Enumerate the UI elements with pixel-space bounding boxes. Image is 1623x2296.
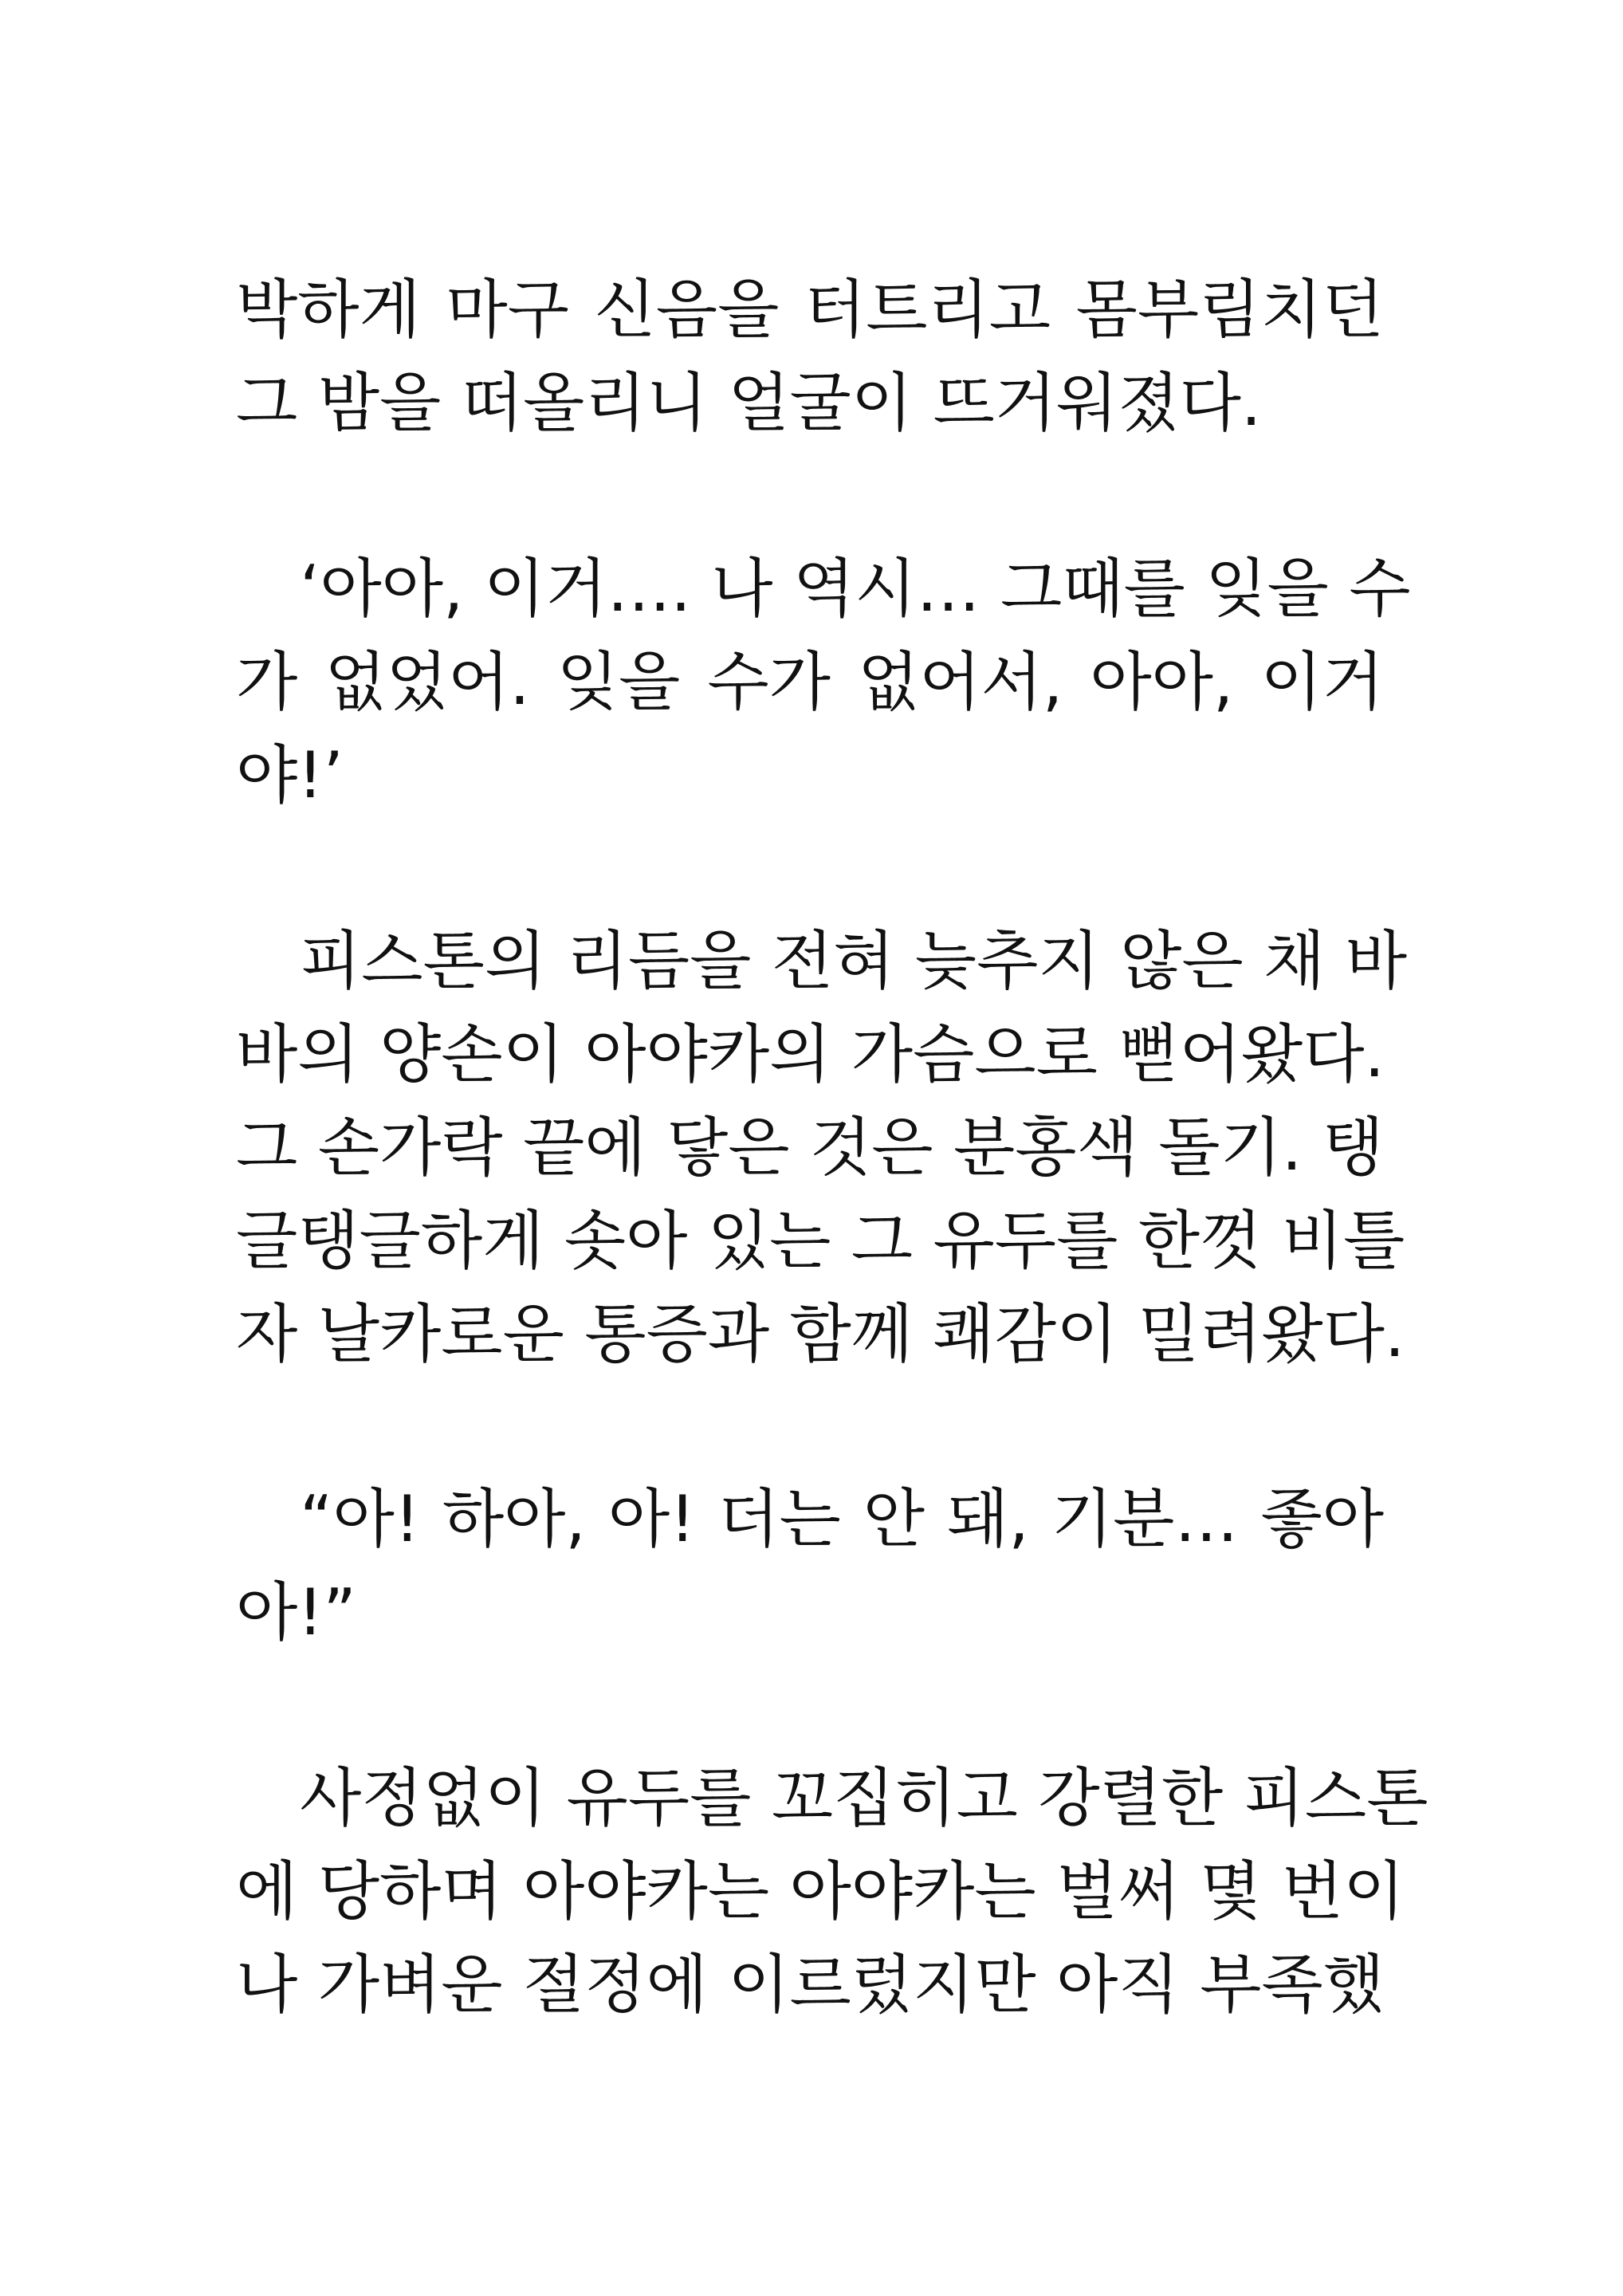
text-line: 그 손가락 끝에 닿은 것은 분홍색 돌기. 탱	[236, 1111, 1384, 1185]
text-line: “아! 하아, 아! 더는 안 돼, 기분… 좋아	[300, 1482, 1384, 1556]
text-line: 아!”	[236, 1575, 356, 1649]
text-line: ‘아아, 이거…. 나 역시… 그때를 잊을 수	[300, 552, 1411, 626]
text-line: 피스톤의 리듬을 전혀 늦추지 않은 채 바	[300, 924, 1408, 998]
text-line: 바의 양손이 아야카의 가슴으로 뻗어왔다.	[236, 1017, 1385, 1091]
text-line: 가 없었어. 잊을 수가 없어서, 아아, 이거	[236, 645, 1384, 719]
text-line: 자 날카로운 통증과 함께 쾌감이 밀려왔다.	[236, 1297, 1405, 1371]
text-line: 그 밤을 떠올리니 얼굴이 뜨거워졌다.	[236, 366, 1262, 440]
text-line: 에 당하며 아야카는 아야카는 벌써 몇 번이	[236, 1854, 1405, 1928]
text-line: 글탱글하게 솟아 있는 그 유두를 한껏 비틀	[236, 1204, 1405, 1278]
text-line: 야!’	[236, 738, 344, 812]
text-line: 사정없이 유두를 꼬집히고 강렬한 피스톤	[300, 1761, 1428, 1835]
text-line: 박하게 마구 신음을 터트리고 몸부림치던	[236, 273, 1384, 347]
text-line: 나 가벼운 절정에 이르렀지만 아직 부족했	[236, 1948, 1385, 2022]
